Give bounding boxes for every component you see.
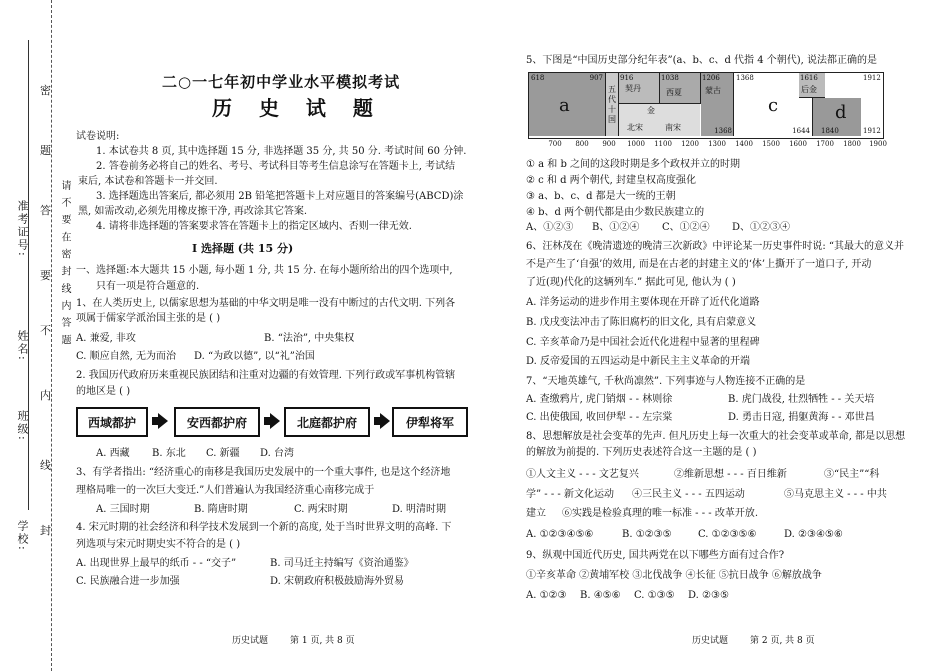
seal-line [51, 0, 52, 671]
flow-box: 伊犁将军 [392, 407, 468, 437]
instruction-line: 3. 选择题选出答案后, 都必须用 2B 铅笔把答题卡上对应题目的答案编号(ABCD)涂 [96, 191, 464, 202]
dynasty-c-block: 1368 c 1644 [734, 73, 813, 136]
axis-tick: 1700 [816, 140, 834, 148]
footer-page: 第 2 页, 共 8 页 [750, 636, 815, 646]
q4-option: C. 民族融合进一步加强 [76, 576, 180, 587]
q3-option: C. 两宋时期 [294, 504, 348, 515]
q4-option: B. 司马迁主持编写《资治通鉴》 [270, 558, 414, 569]
section-title: Ⅰ 选择题 (共 15 分) [192, 242, 294, 255]
q5-option: A、①②③ [526, 222, 574, 233]
q5-stem: 5、下图是“中国历史部分纪年表”(a、b、c、d 代指 4 个朝代), 说法都正确的是 [526, 55, 878, 66]
seal-char: 答 [40, 200, 51, 220]
q8-option: A. ①②③④⑤⑥ [526, 529, 594, 540]
q6-stem: 了近(现)代化的这辆列车.” 据此可见, 他认为 ( ) [526, 277, 736, 288]
q4-option: A. 出现世界上最早的纸币 - - “交子” [76, 558, 237, 569]
q9-stem: 9、纵观中国近代历史, 国共两党在以下哪些方面有过合作? [526, 550, 785, 561]
xixia-block: 1038 西夏 [660, 73, 701, 104]
page-1 [74, 0, 504, 671]
axis-tick: 1000 [627, 140, 645, 148]
q5-option: B、①②④ [592, 222, 640, 233]
dynasty-a-block: 618 907 a [529, 73, 606, 136]
q6-option: B. 戊戌变法冲击了陈旧腐朽的旧文化, 具有启蒙意义 [526, 317, 757, 328]
q2-flow [76, 407, 468, 437]
q9-option: D. ②③⑤ [688, 590, 729, 601]
q3-stem: 3、有学者指出: “经济重心的南移是我国历史发展中的一个重大事件, 也是这个经济地 [76, 467, 451, 478]
q5-option: C、①②④ [662, 222, 710, 233]
q1-option: C. 顺应自然, 无为而治 [76, 351, 177, 362]
song-block: 金 北宋 南宋 [619, 104, 700, 136]
axis-tick: 1500 [762, 140, 780, 148]
exam-subject: 历 史 试 题 [212, 96, 383, 120]
q1-option: A. 兼爱, 非攻 [76, 333, 136, 344]
q8-option: D. ②③④⑤⑥ [784, 529, 843, 540]
q5-statement: ① a 和 b 之间的这段时期是多个政权并立的时期 [526, 159, 741, 170]
q8-option: C. ①②③⑤⑥ [698, 529, 757, 540]
axis-tick: 1100 [654, 140, 672, 148]
seal-char: 内 [40, 385, 51, 405]
q9-option: B. ④⑤⑥ [580, 590, 621, 601]
flow-box: 西域都护 [76, 407, 148, 437]
q7-stem: 7、“天地英雄气, 千秋尚凛然”. 下列事迹与人物连接不正确的是 [526, 376, 806, 387]
arrow-right-icon [158, 413, 168, 429]
q9-option: A. ①②③ [526, 590, 567, 601]
q8-item: 建立 [526, 508, 546, 519]
instruction-line: 2. 答卷前务必将自己的姓名、考号、考试科目等考生信息涂写在答题卡上, 考试结 [96, 161, 456, 172]
instruction-line: 黑, 如需改动,必须先用橡皮擦干净, 再改涂其它答案. [78, 206, 308, 217]
binding-hint: 请 不 要 在 密 封 线 内 答 题 [59, 180, 70, 347]
exam-no-label: 准考证号: [16, 200, 29, 258]
q8-item: ①人文主义 - - - 文艺复兴 [526, 469, 639, 480]
axis-tick: 700 [548, 140, 562, 148]
axis-tick: 800 [575, 140, 589, 148]
q4-stem: 4. 宋元时期的社会经济和科学技术发展到一个新的高度, 处于当时世界文明的高峰. 下 [76, 522, 452, 533]
q2-stem: 2. 我国历代政府历来重视民族团结和注重对边疆的有效管理. 下列行政或军事机构管辖 [76, 370, 456, 381]
timeline-axis [528, 140, 887, 150]
seal-char: 要 [40, 265, 51, 285]
arrow-right-icon [380, 413, 390, 429]
q3-stem: 理格局唯一的一次巨大变迁.”人们普遍认为我国经济重心南移完成于 [76, 485, 375, 496]
q2-stem: 的地区是 ( ) [76, 386, 131, 397]
q2-option: C. 新疆 [206, 448, 240, 459]
q5-option: D、①②③④ [732, 222, 791, 233]
q1-option: D. “为政以德”, 以“礼”治国 [194, 351, 315, 362]
q2-option: B. 东北 [152, 448, 186, 459]
q9-option: C. ①③⑤ [634, 590, 675, 601]
school-label: 学校: [16, 520, 29, 552]
q5-statement: ② c 和 d 两个朝代, 封建皇权高度强化 [526, 175, 697, 186]
q6-option: D. 反帝爱国的五四运动是中新民主主义革命的开端 [526, 356, 751, 367]
footer-subject: 历史试题 [692, 636, 729, 646]
later-jin-block: 1616 后金 [799, 73, 825, 98]
timeline-chart [528, 72, 884, 139]
q2-option: D. 台湾 [260, 448, 295, 459]
q6-option: C. 辛亥革命乃是中国社会近代化进程中显著的里程碑 [526, 337, 760, 348]
q3-option: B. 隋唐时期 [194, 504, 248, 515]
axis-tick: 1900 [869, 140, 887, 148]
liao-block: 916 契丹 [619, 73, 660, 104]
axis-tick: 1200 [681, 140, 699, 148]
q8-stem: 8、思想解放是社会变革的先声. 但凡历史上每一次重大的社会变革或革命, 都是以思想 [526, 431, 906, 442]
instruction-line: 1. 本试卷共 8 页, 其中选择题 15 分, 非选择题 35 分, 共 50 分. 考试时间 60 分钟. [96, 146, 467, 157]
instruction-line: 4. 请将非选择题的答案要求答在答题卡上的指定区域内、否则一律无效. [96, 221, 412, 232]
q6-stem: 6、汪林茂在《晚清遗迹的晚清三次新政》中评论某一历史事件时说: “其最大的意义并 [526, 241, 905, 252]
q8-item: ③“民主”“科 [824, 469, 880, 480]
class-label: 班级: [16, 410, 29, 442]
exam-title: 二○一七年初中学业水平模拟考试 [162, 73, 401, 91]
dynasty-d-block: d 1840 [813, 98, 861, 136]
five-dynasties-block: 五 代 十 国 [606, 73, 619, 136]
instructions-heading: 试卷说明: [76, 131, 120, 142]
footer-subject: 历史试题 [232, 636, 269, 646]
q6-stem: 不是产生了‘自强’的效用, 而是在古老的封建主义的‘体’上撕开了一道口子, 开动 [526, 259, 872, 270]
q8-item: ⑥实践是检验真理的唯一标准 - - - 改革开放. [562, 508, 759, 519]
name-label: 姓名: [16, 330, 29, 362]
q1-stem: 1、在人类历史上, 以儒家思想为基础的中华文明是唯一没有中断过的古代文明. 下列各 [76, 298, 456, 309]
axis-tick: 1300 [708, 140, 726, 148]
q7-option: B. 虎门战役, 壮烈牺牲 - - 关天培 [728, 394, 875, 405]
q8-item: ⑤马克思主义 - - - 中共 [784, 489, 887, 500]
q4-option: D. 宋朝政府积极鼓励海外贸易 [270, 576, 405, 587]
q4-stem: 列选项与宋元时期史实不符合的是 ( ) [76, 539, 241, 550]
footer-page: 第 1 页, 共 8 页 [290, 636, 355, 646]
section-intro: 一、选择题:本大题共 15 小题, 每小题 1 分, 共 15 分. 在每小题所给出的四个选项中, [76, 265, 453, 276]
q5-statement: ③ a、b、c、d 都是大一统的王朝 [526, 191, 676, 202]
q8-item: ②维新思想 - - - 百日维新 [674, 469, 787, 480]
axis-tick: 1600 [789, 140, 807, 148]
q3-option: A. 三国时期 [96, 504, 150, 515]
mongol-block: 1206 蒙古 1368 [702, 74, 732, 135]
q8-item: 学” - - - 新文化运动 [526, 489, 614, 500]
axis-tick: 1400 [735, 140, 753, 148]
section-intro: 只有一项是符合题意的. [96, 281, 200, 292]
q1-stem: 项属于儒家学派治国主张的是 ( ) [76, 313, 221, 324]
seal-char: 题 [40, 140, 51, 160]
q7-option: D. 勇击日寇, 捐躯黄海 - - 邓世昌 [728, 412, 875, 423]
q9-items: ①辛亥革命 ②黄埔军校 ③北伐战争 ④长征 ⑤抗日战争 ⑥解放战争 [526, 570, 822, 581]
q2-option: A. 西藏 [96, 448, 130, 459]
q8-stem: 的解放为前提的. 下列历史表述符合这一主题的是 ( ) [526, 447, 757, 458]
seal-char: 密 [40, 80, 51, 100]
arrow-right-icon [270, 413, 280, 429]
q8-item: ④三民主义 - - - 五四运动 [632, 489, 745, 500]
q3-option: D. 明清时期 [392, 504, 447, 515]
q6-option: A. 洋务运动的进步作用主要体现在开辟了近代化道路 [526, 297, 760, 308]
binding-margin [0, 0, 70, 671]
axis-tick: 900 [602, 140, 616, 148]
q7-option: C. 出使俄国, 收回伊犁 - - 左宗棠 [526, 412, 673, 423]
flow-box: 北庭都护府 [284, 407, 370, 437]
seal-char: 封 [40, 520, 51, 540]
flow-box: 安西都护府 [174, 407, 260, 437]
seal-char: 线 [40, 455, 51, 475]
instruction-line: 束后, 本试卷和答题卡一并交回. [78, 176, 218, 187]
q8-option: B. ①②③⑤ [622, 529, 672, 540]
end-block: 1912 1912 [863, 74, 881, 135]
axis-tick: 1800 [843, 140, 861, 148]
q5-statement: ④ b、d 两个朝代都是由少数民族建立的 [526, 207, 705, 218]
seal-char: 不 [40, 320, 51, 340]
q1-option: B. “法治”, 中央集权 [264, 333, 355, 344]
q7-option: A. 查缴鸦片, 虎门销烟 - - 林则徐 [526, 394, 673, 405]
page-2 [522, 0, 940, 671]
